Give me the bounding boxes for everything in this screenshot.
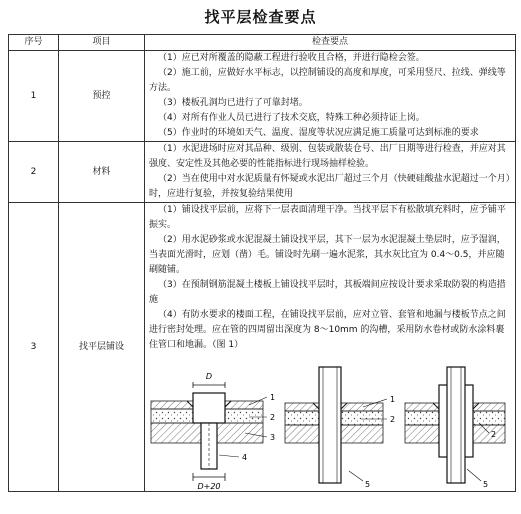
- header-item: 项目: [59, 35, 145, 51]
- callout-5: 5: [365, 480, 371, 489]
- header-no: 序号: [9, 35, 59, 51]
- sleeve-pipe-drawing: [405, 367, 505, 489]
- point-text: （1）应已对所覆盖的隐蔽工程进行验收且合格，并进行隐检会签。: [158, 53, 425, 63]
- row-no: 3: [9, 203, 59, 492]
- dim-d20-label: D+20: [197, 482, 221, 491]
- row-points: [145, 203, 516, 492]
- dim-d-label: D: [205, 372, 213, 381]
- row-no: 2: [9, 142, 59, 203]
- point-text: （3）楼板孔洞均已进行了可靠封堵。: [158, 98, 308, 108]
- page-title: 找平层检查要点: [204, 8, 317, 26]
- point-text: （3）在预制钢筋混凝土楼板上铺设找平层时，其板端间应按设计要求采取防裂的构造措施: [149, 280, 506, 305]
- riser-pipe-drawing: [285, 367, 395, 489]
- table-row: [9, 203, 516, 492]
- callout-1: 1: [390, 395, 396, 404]
- table-header-row: [9, 35, 516, 51]
- callout-2: 2: [270, 413, 276, 422]
- callout-5: 5: [483, 480, 489, 489]
- callout-1: 1: [270, 393, 276, 402]
- floor-drain-drawing: [151, 372, 275, 491]
- row-no: 1: [9, 51, 59, 142]
- callout-4: 4: [242, 453, 248, 462]
- table-row: [9, 142, 516, 203]
- callout-2: 2: [491, 430, 497, 439]
- point-text: （1）铺设找平层前，应将下一层表面清理干净。当找平层下有松散填充料时，应予铺平振实。: [149, 205, 506, 230]
- header-points: 检查要点: [145, 35, 516, 51]
- point-text: （4）对所有作业人员已进行了技术交底，特殊工种必须持证上岗。: [158, 113, 425, 123]
- point-text: （2）当在使用中对水泥质量有怀疑或水泥出厂超过三个月（快硬硅酸盐水泥超过一个月）时，应进行复验，并按复验结果使用: [149, 174, 511, 199]
- row-points: [145, 51, 516, 142]
- row-points: [145, 142, 516, 203]
- inspection-table: [8, 34, 516, 492]
- row-item: 预控: [59, 51, 145, 142]
- pipe-detail-figure: [149, 363, 511, 491]
- table-row: [9, 51, 516, 142]
- point-text: （4）有防水要求的楼面工程，在铺设找平层前，应对立管、套管和地漏与楼板节点之间进行密封处理。应在管的四周留出深度为 8～10mm 的沟槽，采用防水卷材或防水涂料裹住管口和地漏。（图 1）: [149, 310, 506, 350]
- callout-3: 3: [270, 433, 276, 442]
- row-item: 找平层铺设: [59, 203, 145, 492]
- point-text: （2）用水泥砂浆或水泥混凝土铺设找平层，其下一层为水泥混凝土垫层时，应予湿润，当表面光滑时，应划（凿）毛。铺设时先刷一遍水泥浆，其水灰比宜为 0.4～0.5，并应随刷随铺。: [149, 235, 506, 275]
- point-text: （5）作业时的环境如天气、温度、湿度等状况应满足施工质量可达到标准的要求: [158, 128, 479, 138]
- callout-2: 2: [390, 415, 396, 424]
- row-item: 材料: [59, 142, 145, 203]
- point-text: （1）水泥进场时应对其品种、级别、包装或散装仓号、出厂日期等进行检查，并应对其强度、安定性及其他必要的性能指标进行现场抽样检验。: [149, 144, 506, 169]
- point-text: （2）施工前，应做好水平标志，以控制铺设的高度和厚度，可采用竖尺、拉线、弹线等方法。: [149, 68, 506, 93]
